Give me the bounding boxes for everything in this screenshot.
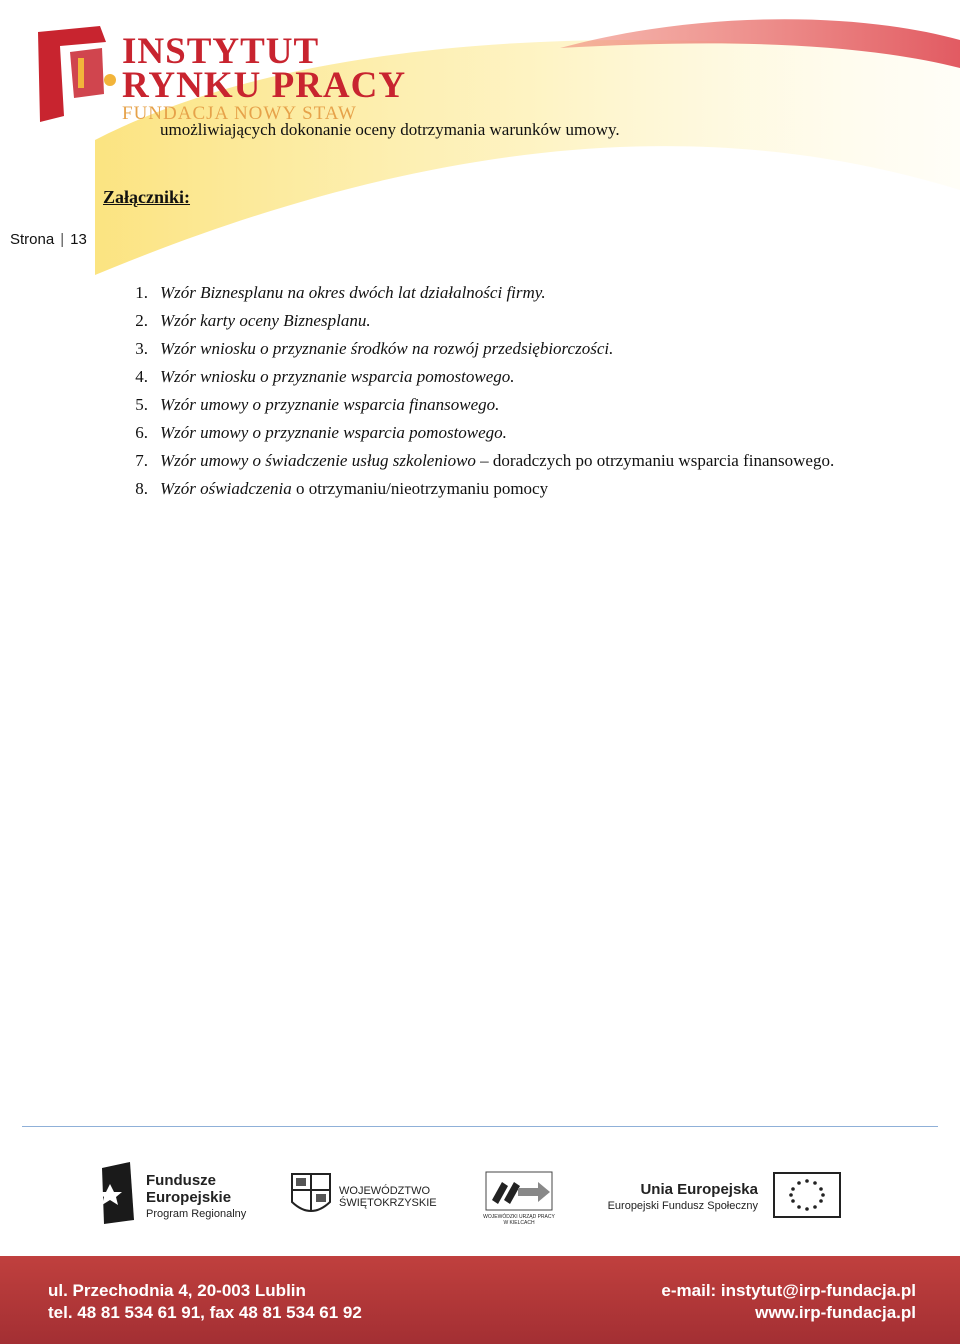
item-text: Wzór wniosku o przyznanie wsparcia pomostowego. (160, 367, 515, 386)
ws-line2: ŚWIĘTOKRZYSKIE (339, 1197, 437, 1209)
list-item (120, 310, 844, 332)
fe-line1: Fundusze (146, 1172, 216, 1189)
item-number: 3. (135, 339, 148, 358)
list-item (120, 450, 844, 472)
page-label-separator: | (60, 231, 65, 248)
item-text: Wzór umowy o przyznanie wsparcia pomostowego. (160, 423, 507, 442)
continuation-text: umożliwiających dokonanie oceny dotrzymania warunków umowy. (160, 120, 620, 139)
partner-logos (0, 1160, 960, 1230)
list-item (120, 422, 844, 444)
ue-line1: Unia Europejska (640, 1181, 758, 1198)
page-label-text: Strona (10, 231, 55, 248)
list-item (120, 282, 844, 304)
wup-kielce-logo-icon (483, 1172, 555, 1226)
attachments-list (120, 282, 844, 506)
footer-bar (0, 1256, 960, 1344)
footer-web (661, 1280, 916, 1324)
item-number: 7. (135, 451, 148, 470)
item-text (160, 478, 844, 500)
fe-line3: Program Regionalny (146, 1208, 247, 1220)
list-item (120, 338, 844, 360)
footer-www[interactable]: www.irp-fundacja.pl (755, 1303, 916, 1322)
item-text-normal: – doradczych po otrzymaniu wsparcia finansowego. (475, 451, 835, 470)
item-number: 2. (135, 311, 148, 330)
logo-text-line1: INSTYTUT (122, 31, 320, 72)
footer-divider (22, 1126, 938, 1127)
attachments-heading: Załączniki: (103, 187, 191, 207)
logo-text-line2: RYNKU PRACY (122, 65, 407, 106)
item-number: 6. (135, 423, 148, 442)
wup-line1: WOJEWÓDZKI URZĄD PRACY (483, 1214, 555, 1220)
item-number: 4. (135, 367, 148, 386)
footer-address: ul. Przechodnia 4, 20-003 Lublin (48, 1281, 306, 1300)
wojewodztwo-crest-icon (292, 1174, 437, 1211)
item-text-normal: o otrzymaniu/nieotrzymaniu pomocy (291, 479, 549, 498)
footer-email[interactable]: e-mail: instytut@irp-fundacja.pl (661, 1281, 916, 1300)
footer-contact (48, 1280, 362, 1324)
item-number: 5. (135, 395, 148, 414)
item-number: 1. (135, 283, 148, 302)
fundusze-europejskie-logo-icon (98, 1162, 247, 1224)
fe-line2: Europejskie (146, 1189, 232, 1206)
unia-europejska-logo-icon (608, 1173, 840, 1217)
item-text-italic: Wzór umowy o świadczenie usług szkoleniowo (160, 451, 476, 470)
page-number: 13 (70, 231, 87, 248)
list-item (120, 366, 844, 388)
item-text (160, 450, 844, 472)
ue-line2: Europejski Fundusz Społeczny (607, 1200, 758, 1212)
item-text-italic: Wzór oświadczenia (160, 479, 292, 498)
item-text: Wzór Biznesplanu na okres dwóch lat działalności firmy. (160, 283, 546, 302)
list-item (120, 394, 844, 416)
item-number: 8. (135, 479, 148, 498)
item-text: Wzór wniosku o przyznanie środków na rozwój przedsiębiorczości. (160, 339, 614, 358)
wup-line2: W KIELCACH (503, 1220, 535, 1226)
logo-text-line3: FUNDACJA NOWY STAW (122, 103, 357, 124)
item-text: Wzór karty oceny Biznesplanu. (160, 311, 371, 330)
item-text: Wzór umowy o przyznanie wsparcia finansowego. (160, 395, 500, 414)
list-item (120, 478, 844, 500)
footer-phone: tel. 48 81 534 61 91, fax 48 81 534 61 92 (48, 1303, 362, 1322)
ws-line1: WOJEWÓDZTWO (339, 1185, 431, 1197)
page-number-label (10, 231, 87, 248)
